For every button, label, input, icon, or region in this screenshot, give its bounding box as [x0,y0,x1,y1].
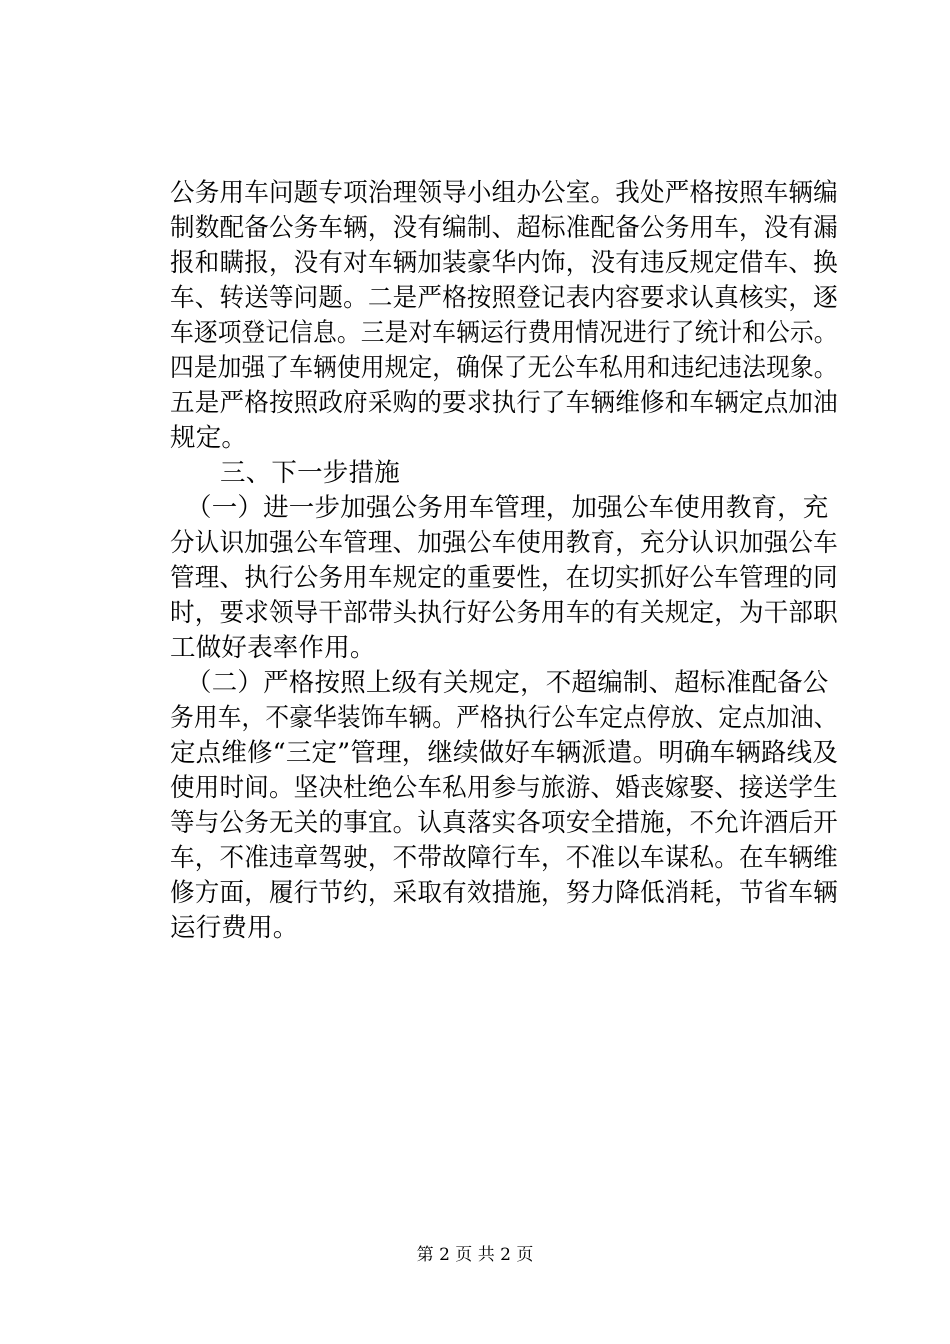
body-text-line: 修方面，履行节约，采取有效措施，努力降低消耗，节省车辆 [170,878,838,908]
body-text-line: （二）严格按照上级有关规定，不超编制、超标准配备公 [186,668,829,698]
body-text-line: 时，要求领导干部带头执行好公务用车的有关规定，为干部职 [170,598,838,628]
body-text-line: 五是严格按照政府采购的要求执行了车辆维修和车辆定点加油 [170,388,838,418]
body-text-line: 规定。 [170,423,248,453]
body-text-line: 报和瞒报，没有对车辆加装豪华内饰，没有违反规定借车、换 [170,248,838,278]
body-text-line: 运行费用。 [170,913,299,943]
body-text-line: 务用车，不豪华装饰车辆。严格执行公车定点停放、定点加油、 [170,703,838,733]
body-text-line: 工做好表率作用。 [170,633,376,663]
body-text-line: （一）进一步加强公务用车管理，加强公车使用教育，充 [186,493,829,523]
body-text-line: 等与公务无关的事宜。认真落实各项安全措施，不允许酒后开 [170,808,838,838]
body-text-line: 定点维修“三定”管理，继续做好车辆派遣。明确车辆路线及 [170,738,838,768]
body-text-line: 四是加强了车辆使用规定，确保了无公车私用和违纪违法现象。 [170,353,838,383]
body-text-line: 使用时间。坚决杜绝公车私用参与旅游、婚丧嫁娶、接送学生 [170,773,838,803]
body-text-line: 车、转送等问题。二是严格按照登记表内容要求认真核实，逐 [170,283,838,313]
body-text-line: 制数配备公务车辆，没有编制、超标准配备公务用车，没有漏 [170,213,838,243]
body-text-line: 车逐项登记信息。三是对车辆运行费用情况进行了统计和公示。 [170,318,838,348]
body-text-line: 管理、执行公务用车规定的重要性，在切实抓好公车管理的同 [170,563,838,593]
page-number-footer: 第 2 页 共 2 页 [416,1245,534,1265]
body-text-line: 分认识加强公车管理、加强公车使用教育，充分认识加强公车 [170,528,838,558]
body-text-line: 公务用车问题专项治理领导小组办公室。我处严格按照车辆编 [170,178,838,208]
body-text-line: 车，不准违章驾驶，不带故障行车，不准以车谋私。在车辆维 [170,843,838,873]
section-heading: 三、下一步措施 [220,458,400,488]
